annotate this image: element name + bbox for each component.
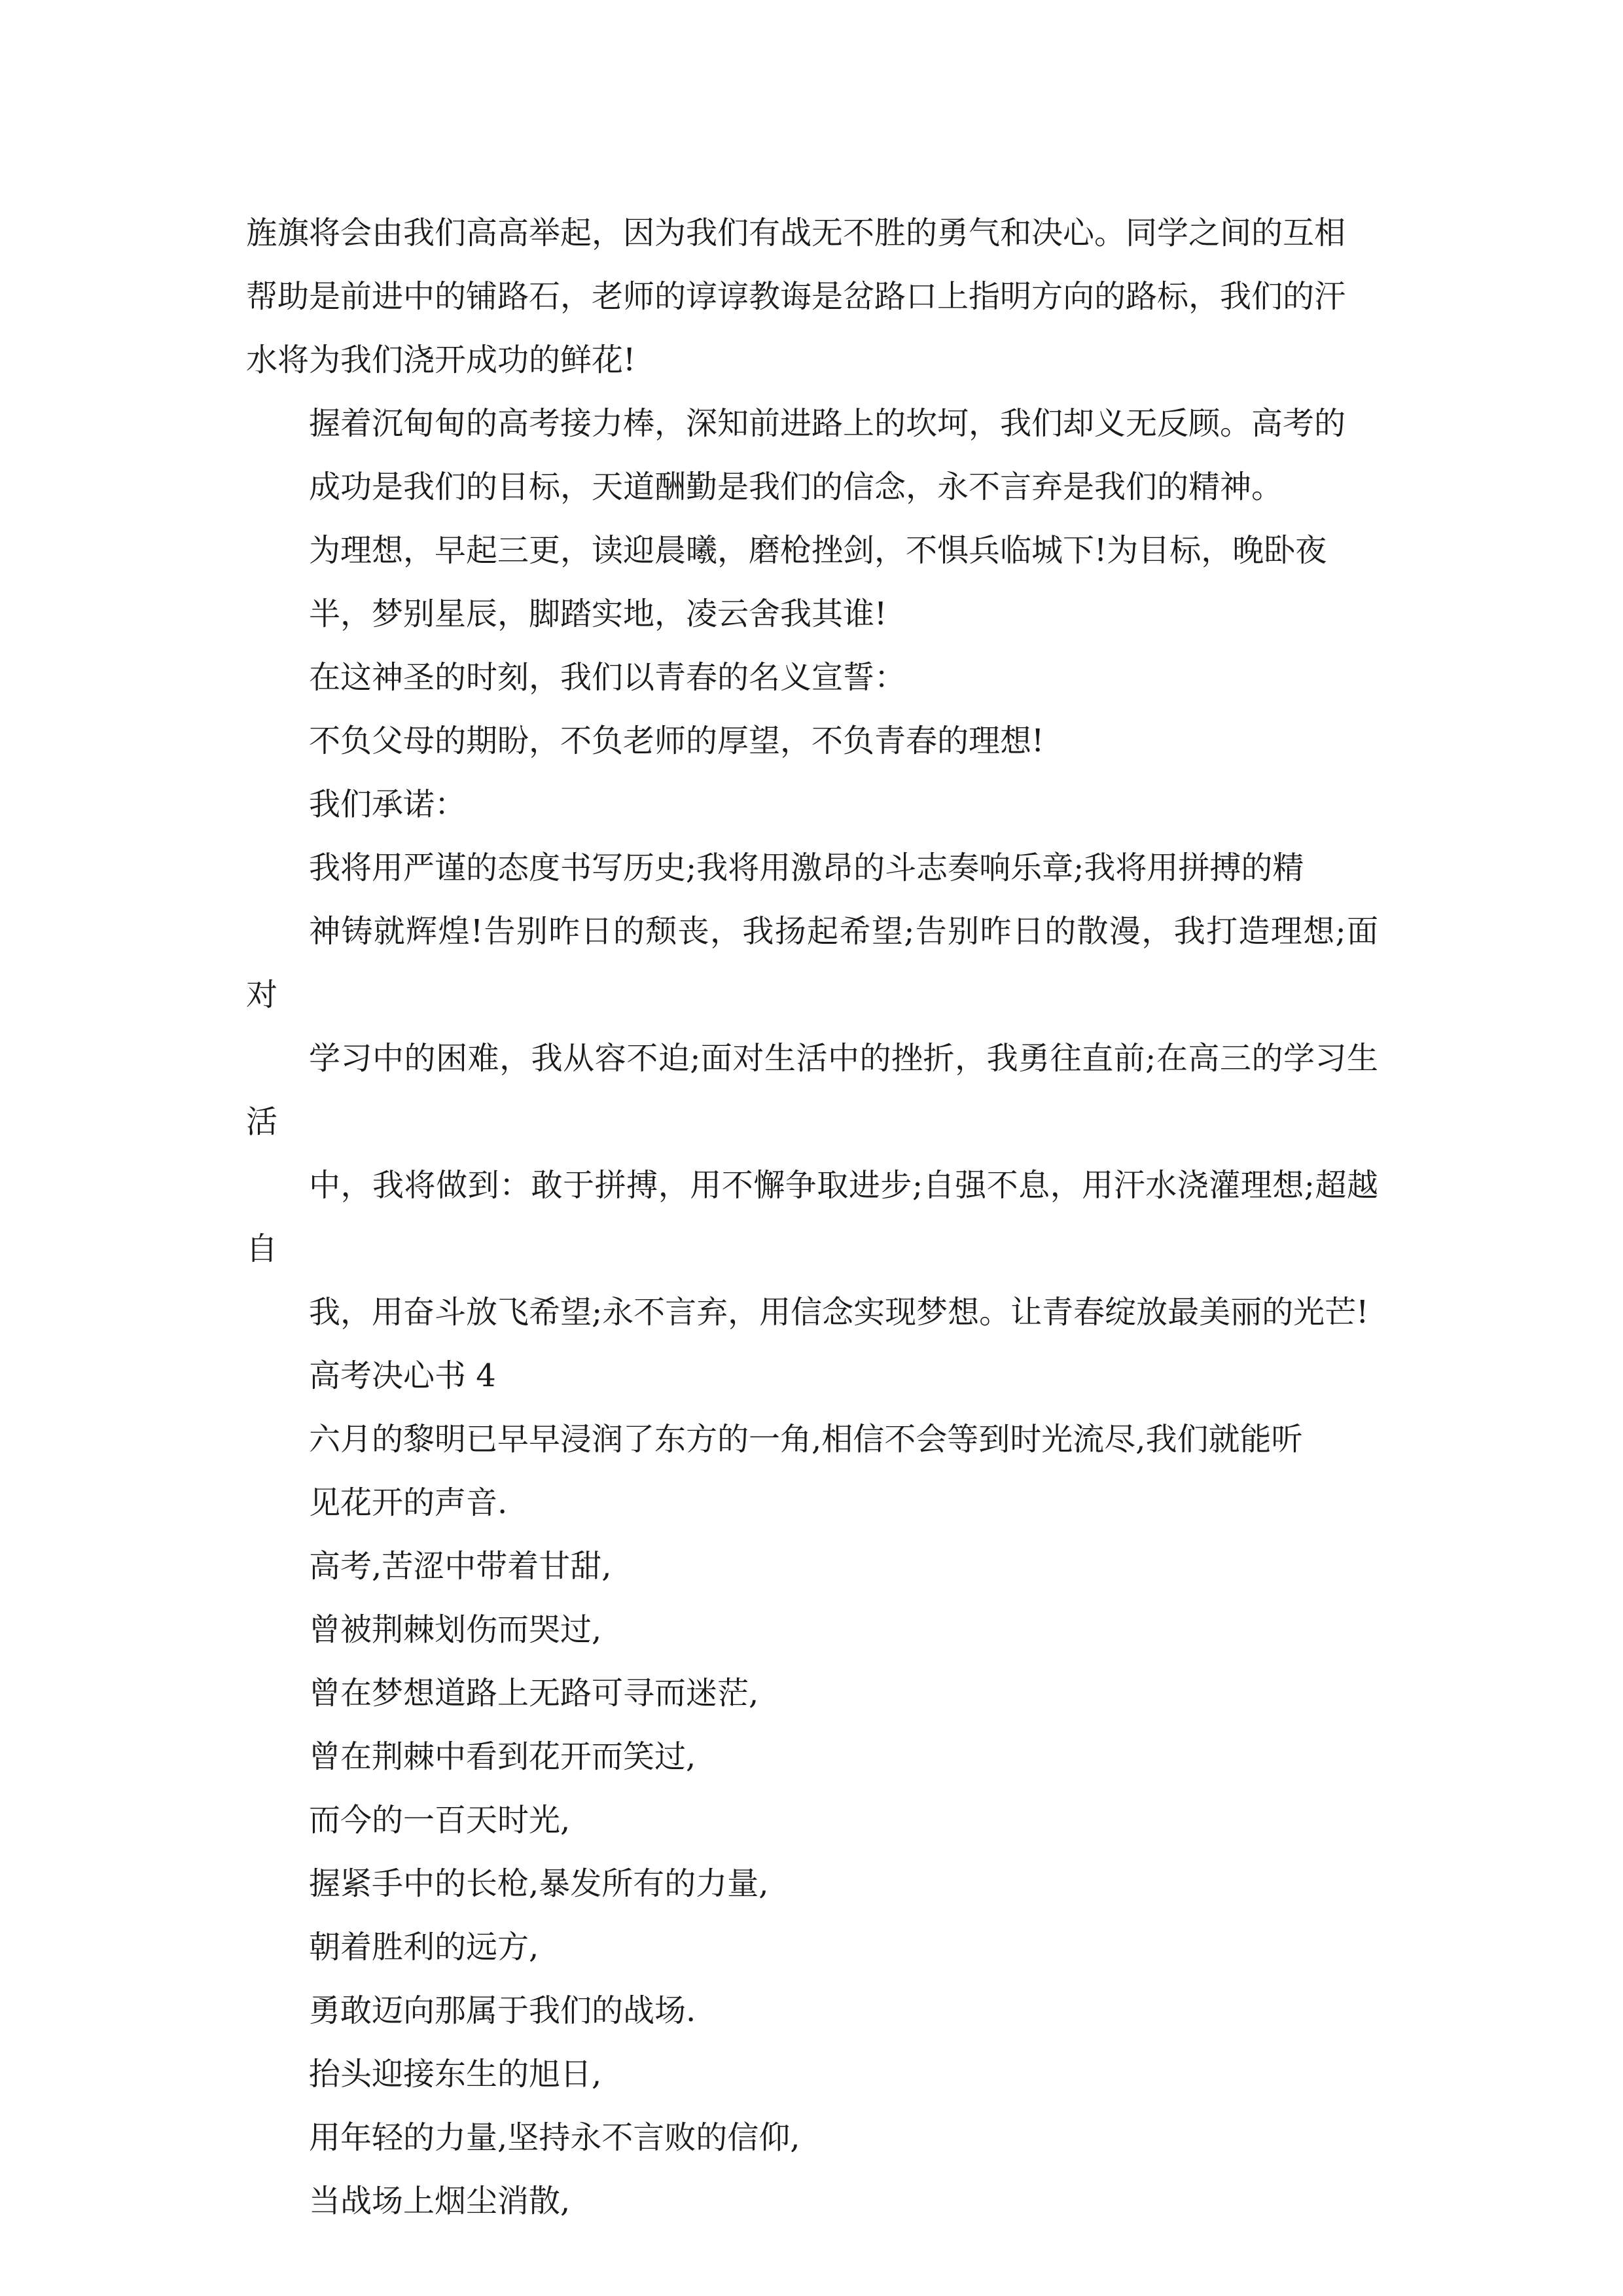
text-line: 为理想，早起三更，读迎晨曦，磨枪挫剑，不惧兵临城下!为目标，晚卧夜: [309, 532, 1327, 569]
text-line: 学习中的困难，我从容不迫;面对生活中的挫折，我勇往直前;在高三的学习生活: [246, 1040, 1378, 1140]
paragraph: [246, 1344, 1378, 1408]
text-line: 中，我将做到：敢于拼搏，用不懈争取进步;自强不息，用汗水浇灌理想;超越自: [246, 1167, 1378, 1267]
text-line: 高考,苦涩中带着甘甜,: [309, 1548, 612, 1585]
paragraph: [246, 519, 1378, 646]
paragraph: [246, 709, 1378, 773]
paragraph: [246, 2106, 1378, 2170]
text-line: 帮助是前进中的铺路石，老师的谆谆教诲是岔路口上指明方向的路标，我们的汗: [246, 278, 1346, 315]
text-line: 我将用严谨的态度书写历史;我将用激昂的斗志奏响乐章;我将用拼搏的精: [309, 850, 1304, 886]
text-line: 我，用奋斗放飞希望;永不言弃，用信念实现梦想。让青春绽放最美丽的光芒!: [309, 1294, 1369, 1331]
paragraph: [246, 1979, 1378, 2043]
text-line: 不负父母的期盼，不负老师的厚望，不负青春的理想!: [309, 723, 1044, 759]
paragraph: [246, 1852, 1378, 1916]
paragraph: [246, 2170, 1378, 2233]
text-line: 勇敢迈向那属于我们的战场.: [309, 1992, 696, 2029]
text-line: 成功是我们的目标，天道酬勤是我们的信念，永不言弃是我们的精神。: [309, 469, 1283, 505]
paragraph: [246, 1789, 1378, 1852]
text-line: 握紧手中的长枪,暴发所有的力量,: [309, 1865, 769, 1902]
text-line: 在这神圣的时刻，我们以青春的名义宣誓：: [309, 659, 906, 696]
text-line: 而今的一百天时光,: [309, 1802, 571, 1839]
text-line: 曾被荆棘划伤而哭过,: [309, 1611, 602, 1648]
paragraph: [246, 1725, 1378, 1789]
text-line: 水将为我们浇开成功的鲜花!: [246, 342, 636, 378]
text-line: 朝着胜利的远方,: [309, 1929, 539, 1965]
text-line: 高考决心书 4: [309, 1357, 496, 1394]
text-line: 我们承诺：: [309, 786, 467, 823]
text-line: 旌旗将会由我们高高举起，因为我们有战无不胜的勇气和决心。同学之间的互相: [246, 215, 1346, 251]
paragraph: [246, 773, 1378, 836]
text-line: 六月的黎明已早早浸润了东方的一角,相信不会等到时光流尽,我们就能听: [309, 1421, 1303, 1458]
text-line: 握着沉甸甸的高考接力棒，深知前进路上的坎坷，我们却义无反顾。高考的: [309, 405, 1346, 442]
paragraph: [246, 836, 1378, 1344]
text-line: 曾在梦想道路上无路可寻而迷茫,: [309, 1675, 759, 1712]
paragraph: [246, 1916, 1378, 1979]
paragraph: [246, 1662, 1378, 1725]
text-line: 神铸就辉煌!告别昨日的颓丧，我扬起希望;告别昨日的散漫，我打造理想;面对: [246, 913, 1378, 1013]
paragraph: [246, 1535, 1378, 1598]
paragraph: [246, 1408, 1378, 1535]
text-line: 当战场上烟尘消散,: [309, 2183, 571, 2219]
paragraph: [246, 2043, 1378, 2106]
document-page: [246, 202, 1378, 2233]
text-line: 见花开的声音.: [309, 1484, 508, 1521]
paragraph: [246, 202, 1378, 392]
text-line: 抬头迎接东生的旭日,: [309, 2056, 602, 2092]
text-line: 曾在荆棘中看到花开而笑过,: [309, 1738, 696, 1775]
paragraph: [246, 646, 1378, 709]
text-line: 半，梦别星辰，脚踏实地，凌云舍我其谁!: [309, 596, 887, 632]
paragraph: [246, 392, 1378, 519]
text-line: 用年轻的力量,坚持永不言败的信仰,: [309, 2119, 800, 2156]
paragraph: [246, 1598, 1378, 1662]
